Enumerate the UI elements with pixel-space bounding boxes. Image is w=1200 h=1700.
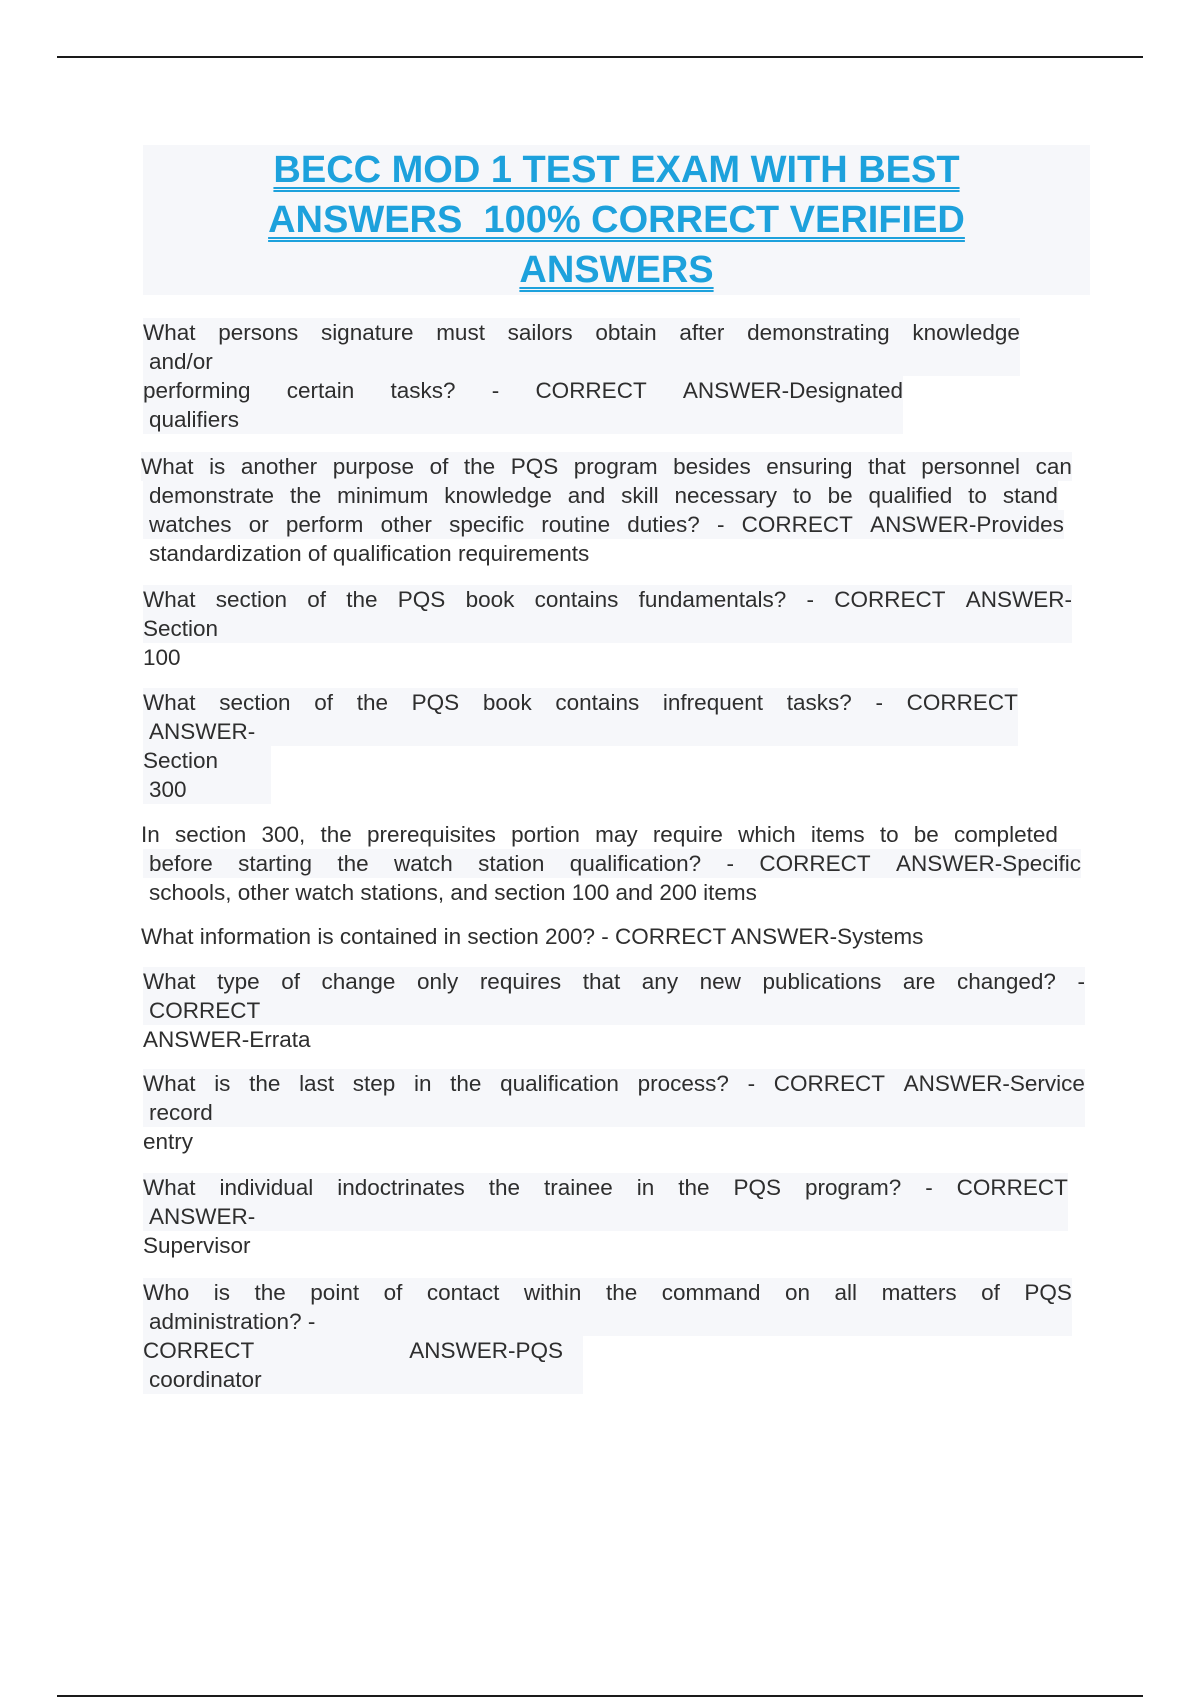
qa-word: step	[352, 1071, 396, 1096]
qa-word: be	[827, 483, 853, 508]
qa-word: What	[143, 320, 196, 345]
qa-word: on	[785, 1280, 811, 1305]
qa-word: be	[913, 822, 939, 847]
footer-rule	[57, 1695, 1143, 1697]
qa-word: another	[240, 454, 318, 479]
qa-word: ensuring	[766, 454, 853, 479]
qa-word: items	[810, 822, 865, 847]
qa-word: sailors	[507, 320, 573, 345]
qa-item-8	[143, 1069, 1085, 1156]
qa-word: is	[209, 454, 226, 479]
qa-word: CORRECT	[535, 378, 647, 403]
qa-word: publications	[762, 969, 882, 994]
qa-word: program	[573, 454, 658, 479]
qa-line: administration? -	[143, 1307, 1072, 1336]
qa-line: coordinator	[143, 1365, 583, 1394]
qa-line: ANSWER-Errata	[143, 1027, 311, 1052]
qa-word: starting	[238, 851, 312, 876]
qa-word: before	[149, 851, 213, 876]
qa-word: performing	[143, 378, 251, 403]
qa-word: watches	[149, 512, 232, 537]
qa-line: entry	[143, 1129, 194, 1154]
header-rule	[57, 56, 1143, 58]
title-line: ANSWERS	[519, 249, 714, 291]
qa-word: the	[337, 851, 369, 876]
qa-word: requires	[479, 969, 562, 994]
qa-word: specific	[449, 512, 525, 537]
qa-word: ANSWER-Service	[903, 1071, 1085, 1096]
qa-line	[143, 849, 1081, 878]
qa-line	[143, 376, 903, 405]
qa-word: tasks?	[390, 378, 456, 403]
qa-word: the	[249, 1071, 281, 1096]
qa-word: What	[141, 454, 194, 479]
qa-item-7	[143, 967, 1085, 1054]
qa-word: the	[320, 822, 352, 847]
qa-word: completed	[954, 822, 1058, 847]
qa-word: -	[747, 1071, 756, 1096]
qa-word: CORRECT	[834, 587, 946, 612]
qa-word: skill	[621, 483, 659, 508]
qa-word: personnel	[921, 454, 1021, 479]
qa-word: station	[478, 851, 545, 876]
qa-word: book	[482, 690, 532, 715]
qa-word: the	[356, 690, 388, 715]
qa-word: and	[567, 483, 606, 508]
qa-word: PQS	[411, 690, 460, 715]
qa-item-9	[143, 1173, 1068, 1260]
qa-word: other	[380, 512, 432, 537]
qa-word: of	[307, 587, 327, 612]
qa-word: individual	[219, 1175, 314, 1200]
qa-word: type	[217, 969, 260, 994]
qa-word: change	[321, 969, 396, 994]
qa-word: the	[289, 483, 322, 508]
title-line: ANSWERS 100% CORRECT VERIFIED	[268, 199, 965, 241]
qa-line	[141, 820, 1058, 849]
qa-word: portion	[511, 822, 580, 847]
qa-word: qualification?	[569, 851, 702, 876]
qa-word: the	[346, 587, 378, 612]
qa-word: must	[436, 320, 485, 345]
qa-line: What information is contained in section 200? - CORRECT ANSWER-Systems	[141, 924, 924, 949]
qa-word: knowledge	[444, 483, 552, 508]
qa-item-1	[143, 318, 1020, 434]
qa-line: ANSWER-	[143, 1202, 1068, 1231]
qa-word: any	[641, 969, 679, 994]
qa-word: tasks?	[786, 690, 852, 715]
qa-word: What	[143, 690, 196, 715]
qa-word: the	[605, 1280, 638, 1305]
qa-word: PQS	[397, 587, 446, 612]
qa-word: 300,	[261, 822, 306, 847]
qa-word: demonstrate	[149, 483, 275, 508]
qa-word: ANSWER-PQS	[409, 1338, 563, 1363]
qa-word: ANSWER-Provides	[870, 512, 1064, 537]
qa-line: CORRECT	[143, 996, 1085, 1025]
qa-word: PQS	[733, 1175, 781, 1200]
qa-word: section	[174, 822, 247, 847]
qa-line	[143, 1173, 1068, 1202]
qa-word: What	[143, 1175, 196, 1200]
qa-word: knowledge	[912, 320, 1020, 345]
qa-word: necessary	[674, 483, 778, 508]
qa-word: minimum	[337, 483, 429, 508]
qa-word: routine	[541, 512, 611, 537]
qa-word: qualification	[500, 1071, 619, 1096]
qa-word: contact	[426, 1280, 500, 1305]
qa-word: can	[1035, 454, 1072, 479]
qa-word: that	[582, 969, 621, 994]
qa-word: command	[661, 1280, 761, 1305]
qa-word: that	[868, 454, 906, 479]
qa-line	[143, 688, 1018, 717]
qa-word: signature	[320, 320, 414, 345]
qa-word: ANSWER-Specific	[895, 851, 1081, 876]
qa-word: of	[429, 454, 449, 479]
qa-word: CORRECT	[956, 1175, 1068, 1200]
qa-word: CORRECT	[906, 690, 1018, 715]
qa-word: only	[416, 969, 459, 994]
qa-word: duties?	[627, 512, 700, 537]
qa-word: ANSWER-	[965, 587, 1072, 612]
qa-item-10	[143, 1278, 1072, 1394]
qa-word: CORRECT	[773, 1071, 885, 1096]
qa-word: within	[523, 1280, 582, 1305]
qa-word: the	[450, 1071, 482, 1096]
qa-word: infrequent	[662, 690, 763, 715]
qa-line: record	[143, 1098, 1085, 1127]
qa-line: Supervisor	[143, 1233, 251, 1258]
qa-word: purpose	[332, 454, 415, 479]
qa-word: which	[738, 822, 796, 847]
qa-item-4	[143, 688, 1018, 804]
qa-line	[141, 452, 1072, 481]
qa-word: matters	[881, 1280, 957, 1305]
qa-word: new	[699, 969, 741, 994]
qa-word: CORRECT	[143, 1338, 255, 1363]
qa-word: -	[1077, 969, 1085, 994]
qa-word: the	[254, 1280, 286, 1305]
qa-line	[143, 318, 1020, 347]
qa-word: may	[595, 822, 638, 847]
qa-line: schools, other watch stations, and section 100 and 200 items	[149, 880, 757, 905]
qa-word: process?	[637, 1071, 729, 1096]
qa-word: -	[726, 851, 734, 876]
qa-word: prerequisites	[367, 822, 496, 847]
qa-word: are	[902, 969, 936, 994]
qa-word: of	[383, 1280, 403, 1305]
qa-word: the	[488, 1175, 521, 1200]
qa-word: in	[636, 1175, 655, 1200]
qa-word: What	[143, 587, 196, 612]
qa-word: changed?	[957, 969, 1056, 994]
qa-word: persons	[218, 320, 299, 345]
qa-line: qualifiers	[143, 405, 903, 434]
qa-word: PQS	[1024, 1280, 1072, 1305]
qa-word: Who	[143, 1280, 190, 1305]
qa-word: require	[652, 822, 723, 847]
qa-line: 300	[143, 775, 271, 804]
qa-word: to	[879, 822, 899, 847]
qa-word: In	[141, 822, 160, 847]
qa-word: besides	[673, 454, 751, 479]
qa-word: in	[413, 1071, 432, 1096]
qa-word: -	[716, 512, 725, 537]
qa-word: PQS	[510, 454, 559, 479]
qa-word: of	[281, 969, 300, 994]
qa-word: the	[463, 454, 496, 479]
qa-word: -	[875, 690, 883, 715]
qa-word: point	[310, 1280, 360, 1305]
qa-word: obtain	[595, 320, 657, 345]
qa-word: -	[806, 587, 814, 612]
qa-word: demonstrating	[747, 320, 890, 345]
qa-word: contains	[555, 690, 640, 715]
qa-word: last	[299, 1071, 335, 1096]
qa-word: to	[792, 483, 812, 508]
qa-word: CORRECT	[759, 851, 871, 876]
qa-word: What	[143, 1071, 196, 1096]
qa-word: book	[465, 587, 515, 612]
qa-word: qualified	[868, 483, 953, 508]
qa-line	[143, 481, 1058, 510]
qa-word: section	[219, 690, 291, 715]
qa-word: of	[981, 1280, 1000, 1305]
qa-item-3	[143, 585, 1072, 672]
qa-word: indoctrinates	[337, 1175, 465, 1200]
qa-word: all	[834, 1280, 858, 1305]
qa-line	[143, 1069, 1085, 1098]
qa-word: perform	[285, 512, 364, 537]
qa-word: to	[968, 483, 987, 508]
qa-line	[143, 1278, 1072, 1307]
qa-word: the	[678, 1175, 710, 1200]
title-line: BECC MOD 1 TEST EXAM WITH BEST	[273, 149, 960, 191]
qa-word: after	[679, 320, 725, 345]
qa-line	[143, 1336, 583, 1365]
qa-line	[143, 585, 1072, 614]
qa-word: -	[925, 1175, 933, 1200]
qa-line: standardization of qualification requirements	[149, 541, 590, 566]
qa-word: certain	[286, 378, 355, 403]
qa-item-5	[143, 820, 1081, 907]
qa-word: CORRECT	[741, 512, 853, 537]
qa-word: What	[143, 969, 196, 994]
qa-line	[143, 967, 1085, 996]
qa-word: stand	[1002, 483, 1058, 508]
qa-word: or	[248, 512, 269, 537]
qa-word: ANSWER-Designated	[682, 378, 903, 403]
qa-word: of	[314, 690, 333, 715]
qa-line: Section	[143, 614, 1072, 643]
qa-word: fundamentals?	[638, 587, 787, 612]
qa-line: 100	[143, 645, 181, 670]
qa-line: Section	[143, 746, 271, 775]
qa-word: trainee	[544, 1175, 613, 1200]
qa-word: is	[213, 1280, 231, 1305]
qa-line: and/or	[143, 347, 1020, 376]
qa-word: -	[491, 378, 500, 403]
document-title	[143, 145, 1090, 295]
qa-line	[143, 510, 1064, 539]
qa-item-6	[143, 922, 923, 951]
qa-word: watch	[393, 851, 453, 876]
qa-word: program?	[804, 1175, 902, 1200]
qa-word: is	[214, 1071, 231, 1096]
qa-line: ANSWER-	[143, 717, 1018, 746]
qa-word: section	[215, 587, 288, 612]
qa-item-2	[143, 452, 1072, 568]
qa-word: contains	[534, 587, 619, 612]
